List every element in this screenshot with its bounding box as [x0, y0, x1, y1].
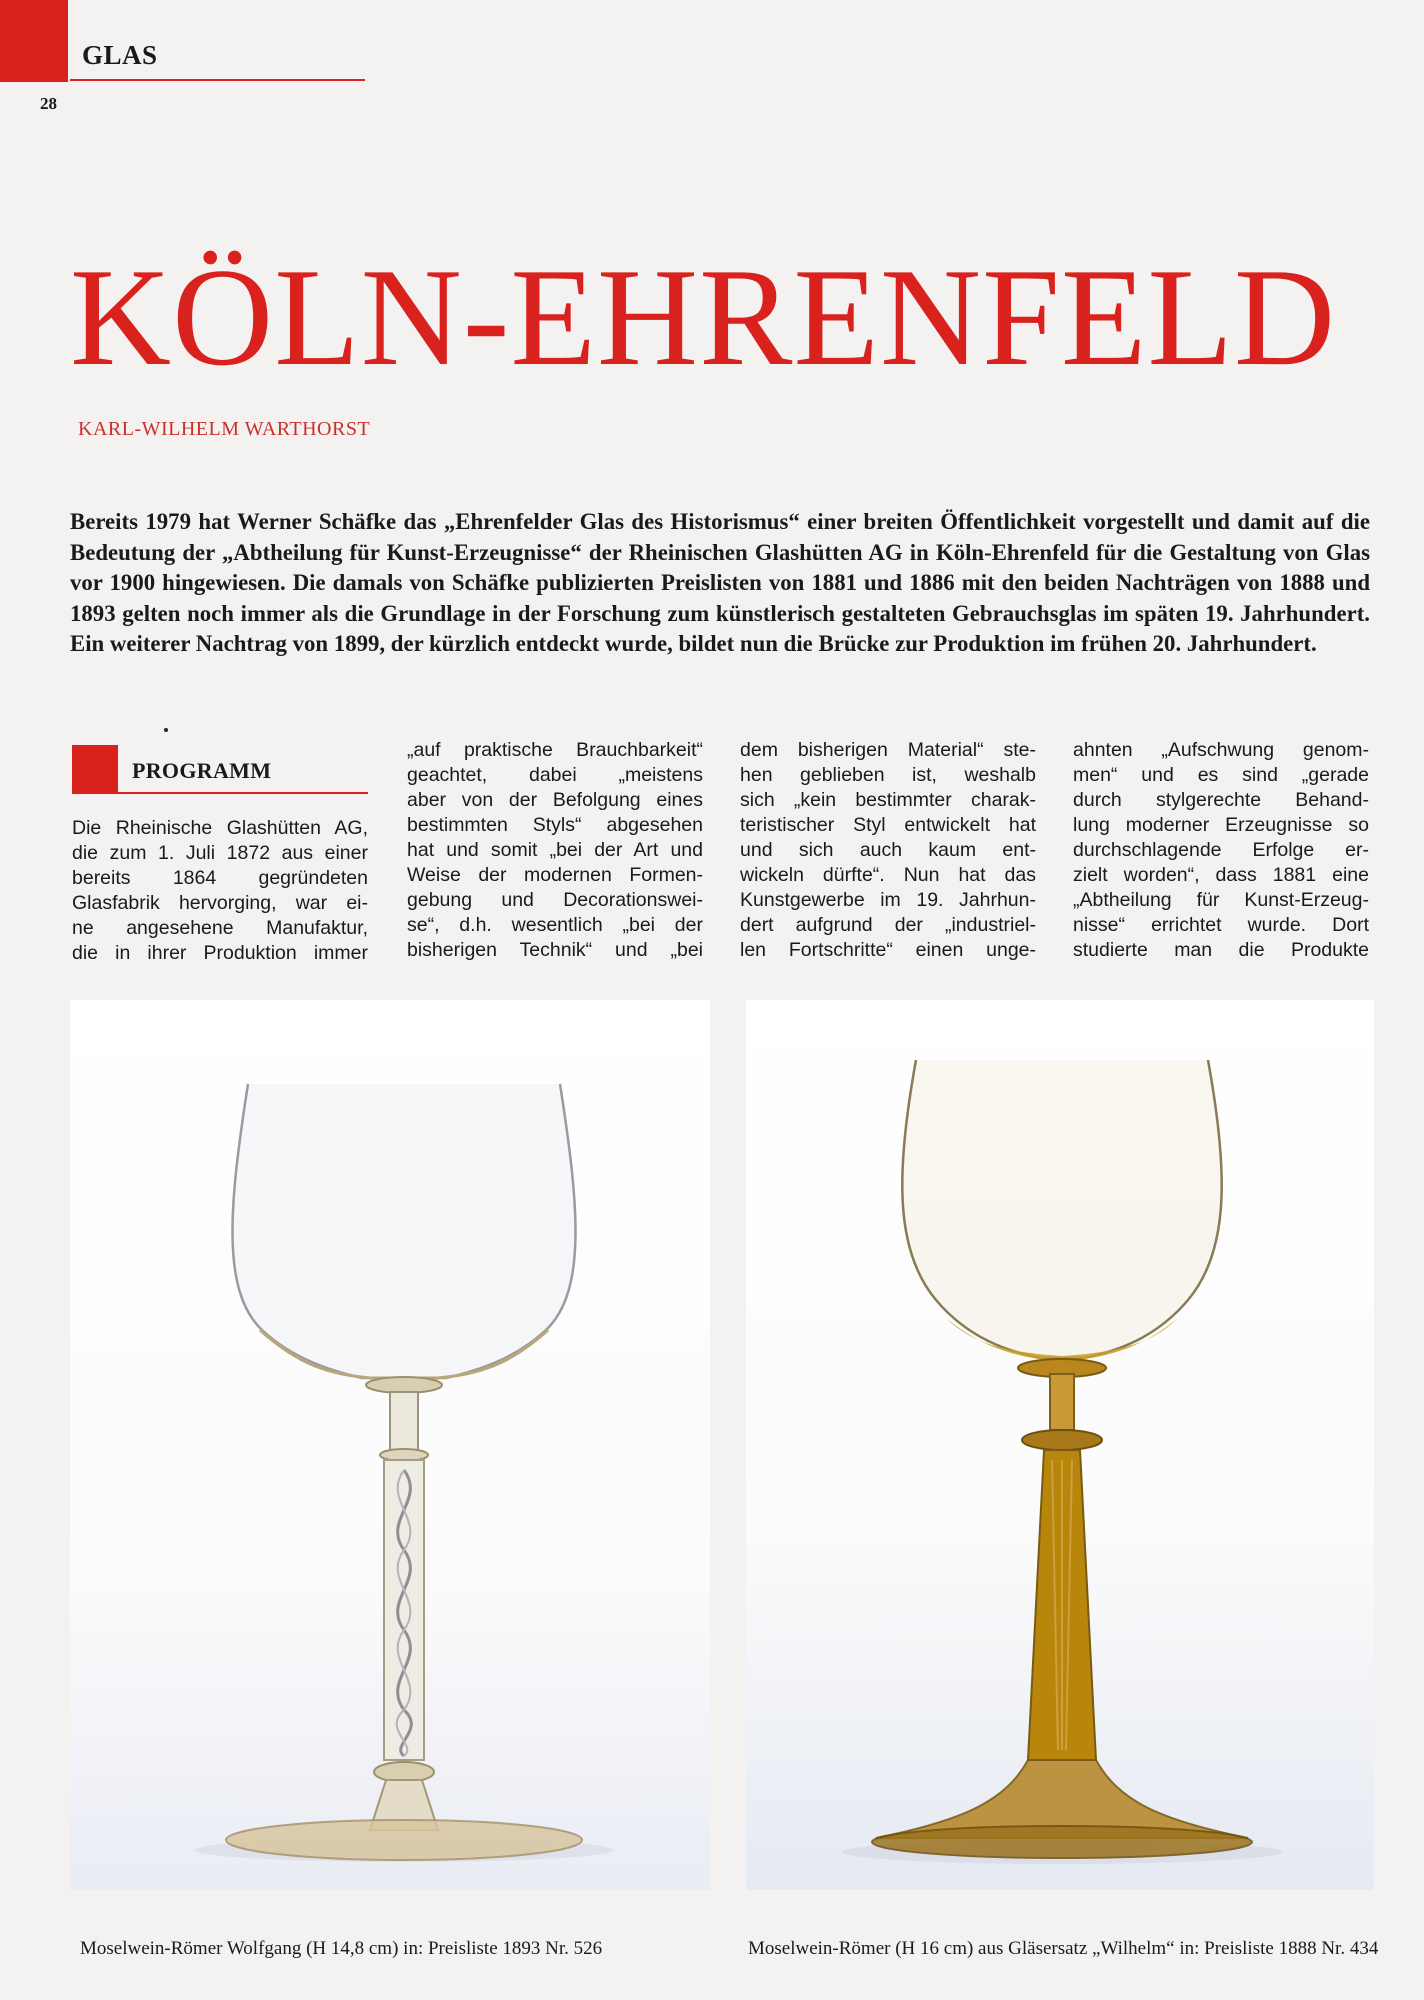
body-column-4: ahnten „Aufschwung genom- men“ und es sind „gerade durch stylgerechte Behand- lung moderner Erzeugnisse so durchschlagende Erfolge er- zielt worden“, dass 1881 eine „Abtheilung für Kunst-Erzeug- nisse“ errichtet wurde. Dort studierte man die Produkte [1073, 739, 1369, 961]
subheading-rule [72, 792, 368, 794]
body-column-2: „auf praktische Brauchbarkeit“ geachtet, dabei „meistens aber von der Befolgung eines bestimmten Styls“ abgesehen hat und somit „bei der Art und Weise der modernen Formen- gebung und Decorationswei- se“, d.h. wesentlich „bei der bisherigen Technik“ und „bei [407, 739, 703, 961]
header-rule [70, 79, 365, 81]
lead-text: Bereits 1979 hat Werner Schäfke das „Ehrenfelder Glas des Historismus“ einer breiten Öffentlichkeit vorgestellt und damit auf die Bedeutung der „Abtheilung für Kunst-Erzeugnisse“ der Rheinischen Glashütten AG in Köln-Ehrenfeld für die Gestaltung von Glas vor 1900 hingewiesen. Die damals von Schäfke publizierten Preislisten von 1881 und 1886 mit den beiden Nachträgen von 1888 und 1893 gelten noch immer als die Grundlage in der Forschung zum künstlerisch gestalteten Gebrauchsglas im späten 19. Jahrhundert. Ein weiterer Nachtrag von 1899, der kürzlich entdeckt wurde, bildet nun die Brücke zur Produktion im frühen 20. Jahrhundert. [70, 509, 1370, 656]
article-author: KARL-WILHELM WARTHORST [78, 418, 371, 440]
subheading-color-block [72, 745, 118, 793]
body-column-3: dem bisherigen Material“ ste- hen geblieben ist, weshalb sich „kein bestimmter charak- teristischer Styl entwickelt hat und sich auch kaum ent- wickeln dürfte“. Nun hat das Kunstgewerbe im 19. Jahrhun- dert aufgrund der „industriel- len Fortschritte“ einen unge- [740, 739, 1036, 961]
caption-right: Moselwein-Römer (H 16 cm) aus Gläsersatz „Wilhelm“ in: Preisliste 1888 Nr. 434 [748, 1938, 1379, 1959]
caption-left: Moselwein-Römer Wolfgang (H 14,8 cm) in: Preisliste 1893 Nr. 526 [80, 1938, 603, 1959]
stray-dot [164, 728, 168, 732]
lead-paragraph [70, 507, 1370, 660]
page-number: 28 [40, 94, 57, 113]
header-color-block [0, 0, 68, 82]
wine-glass-amber-illustration [746, 1000, 1374, 1890]
subheading: PROGRAMM [132, 758, 272, 783]
wine-glass-clear-illustration [70, 1000, 710, 1890]
photo-wine-glass-amber [746, 1000, 1374, 1890]
article-title: KÖLN-EHRENFELD [70, 240, 1337, 395]
body-column-1: Die Rheinische Glashütten AG, die zum 1. Juli 1872 aus einer bereits 1864 gegründeten Glasfabrik hervorging, war ei- ne angesehene Manufaktur, die in ihrer Produktion immer [72, 817, 368, 964]
section-label: GLAS [82, 40, 158, 70]
photo-wine-glass-clear [70, 1000, 710, 1890]
